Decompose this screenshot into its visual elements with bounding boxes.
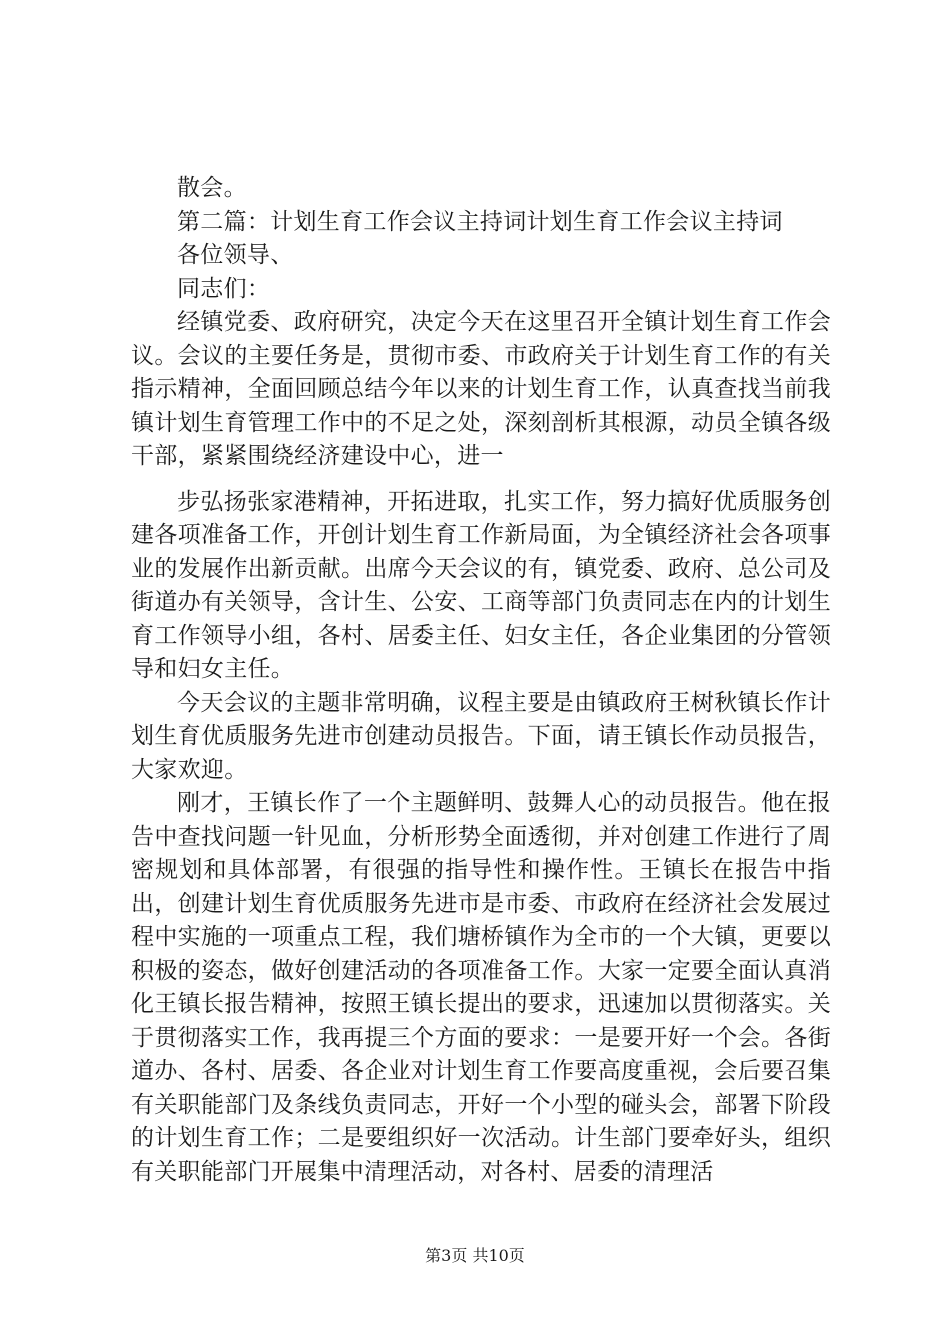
paragraph-requirements: 刚才，王镇长作了一个主题鲜明、鼓舞人心的动员报告。他在报告中查找问题一针见血，分析形势全面透彻，并对创建工作进行了周密规划和具体部署，有很强的指导性和操作性。王镇长在报告中指出，创建计划生育优质服务先进市是市委、市政府在经济社会发展过程中实施的一项重点工程，我们塘桥镇作为全市的一个大镇，更要以积极的姿态，做好创建活动的各项准备工作。大家一定要全面认真消化王镇长报告精神，按照王镇长提出的要求，迅速加以贯彻落实。关于贯彻落实工作，我再提三个方面的要求：一是要开好一个会。各街道办、各村、居委、各企业对计划生育工作要高度重视，会后要召集有关职能部门及条线负责同志，开好一个小型的碰头会，部署下阶段的计划生育工作；二是要组织好一次活动。计生部门要牵好头，组织有关职能部门开展集中清理活动，对各村、居委的清理活 [131, 790, 831, 1185]
salutation-leaders: 各位领导、 [177, 242, 294, 268]
page-number-footer: 第3页 共10页 [425, 1246, 525, 1265]
paragraph-opening: 经镇党委、政府研究，决定今天在这里召开全镇计划生育工作会议。会议的主要任务是，贯彻市委、市政府关于计划生育工作的有关指示精神，全面回顾总结今年以来的计划生育工作，认真查找当前我镇计划生育管理工作中的不足之处，深刻剖析其根源，动员全镇各级干部，紧紧围绕经济建设中心，进一 [131, 309, 831, 469]
salutation-comrades: 同志们： [177, 275, 271, 302]
section-heading: 第二篇：计划生育工作会议主持词计划生育工作会议主持词 [177, 208, 783, 235]
paragraph-closing: 散会。 [177, 175, 247, 201]
paragraph-attendees: 步弘扬张家港精神，开拓进取，扎实工作，努力搞好优质服务创建各项准备工作，开创计划生育工作新局面，为全镇经济社会各项事业的发展作出新贡献。出席今天会议的有，镇党委、政府、总公司及街道办有关领导，含计生、公安、工商等部门负责同志在内的计划生育工作领导小组，各村、居委主任、妇女主任，各企业集团的分管领导和妇女主任。 [131, 488, 831, 682]
paragraph-agenda: 今天会议的主题非常明确，议程主要是由镇政府王树秋镇长作计划生育优质服务先进市创建动员报告。下面，请王镇长作动员报告，大家欢迎。 [131, 689, 831, 783]
document-body [131, 172, 831, 1189]
